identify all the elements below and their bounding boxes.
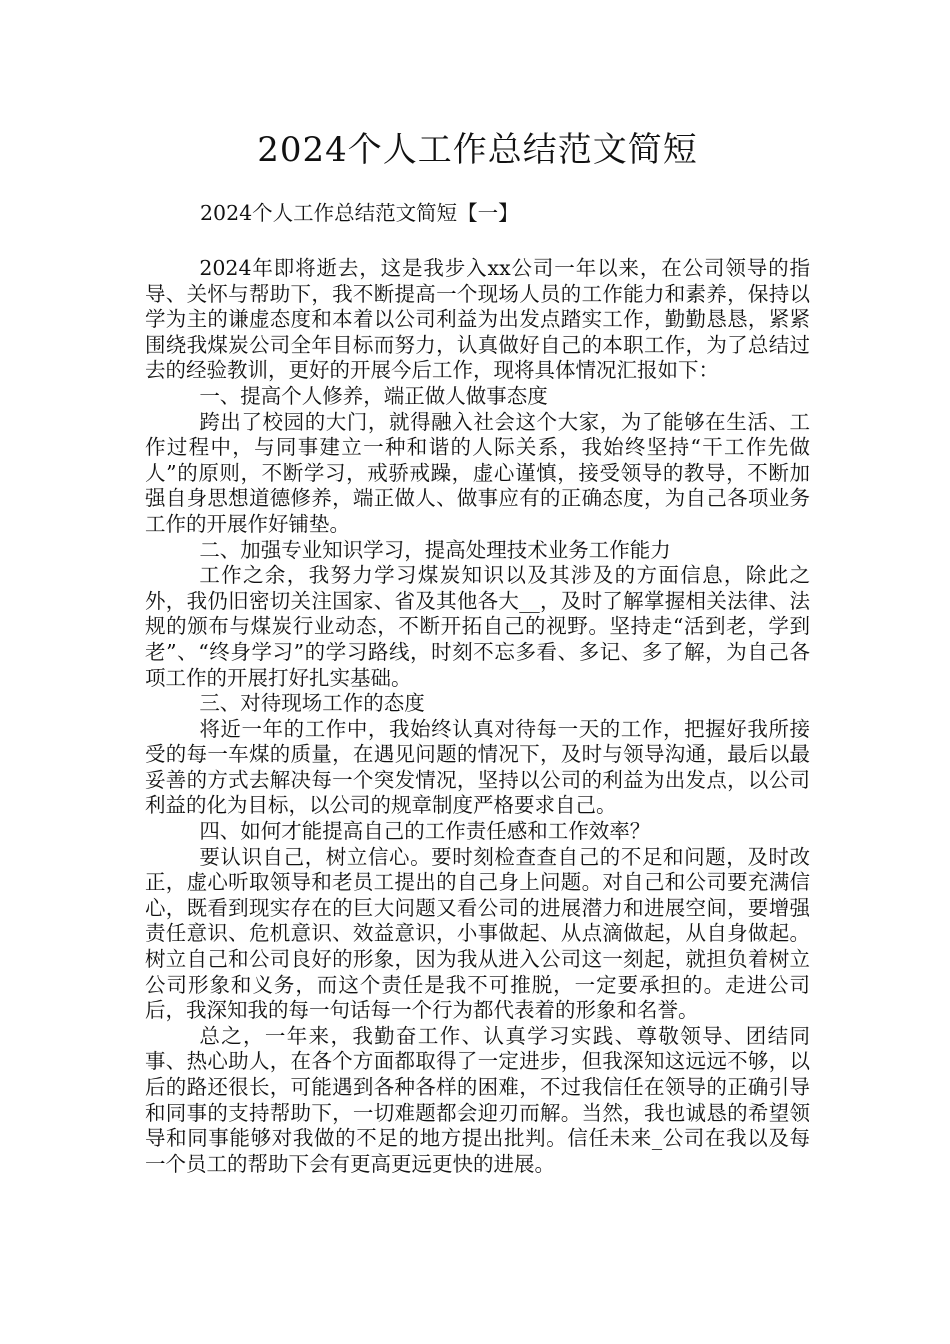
section-heading-2: 二、加强专业知识学习，提高处理技术业务工作能力	[199, 537, 671, 562]
paragraph-section-2: 工作之余，我努力学习煤炭知识以及其涉及的方面信息，除此之外，我仍旧密切关注国家、省及其他各大__，及时了解掌握相关法律、法规的颁布与煤炭行业动态，不断开拓自己的视野。坚持走“活到老，学到老”、“终身学习”的学习路线，时刻不忘多看、多记、多了解，为自己各项工作的开展打好扎实基础。	[145, 563, 810, 690]
paragraph-section-4: 要认识自己，树立信心。要时刻检查查自己的不足和问题，及时改正，虚心听取领导和老员工提出的自己身上问题。对自己和公司要充满信心，既看到现实存在的巨大问题又看公司的进展潜力和进展空间，要增强责任意识、危机意识、效益意识，小事做起、从点滴做起，从自身做起。树立自己和公司良好的形象，因为我从进入公司这一刻起，就担负着树立公司形象和义务，而这个责任是我不可推脱，一定要承担的。走进公司后，我深知我的每一句话每一个行为都代表着的形象和名誉。	[145, 844, 810, 1023]
paragraph-intro: 2024年即将逝去，这是我步入xx公司一年以来，在公司领导的指导、关怀与帮助下，我不断提高一个现场人员的工作能力和素养，保持以学为主的谦虚态度和本着以公司利益为出发点踏实工作，勤勤恳恳，紧紧围绕我煤炭公司全年目标而努力，认真做好自己的本职工作，为了总结过去的经验教训，更好的开展今后工作，现将具体情况汇报如下：	[145, 256, 810, 383]
document-title: 2024个人工作总结范文简短	[257, 130, 698, 170]
paragraph-conclusion: 总之，一年来，我勤奋工作、认真学习实践、尊敬领导、团结同事、热心助人，在各个方面都取得了一定进步，但我深知这远远不够，以后的路还很长，可能遇到各种各样的困难，不过我信任在领导的正确引导和同事的支持帮助下，一切难题都会迎刃而解。当然，我也诚恳的希望领导和同事能够对我做的不足的地方提出批判。信任未来_公司在我以及每一个员工的帮助下会有更高更远更快的进展。	[145, 1023, 810, 1176]
document-subtitle: 2024个人工作总结范文简短【一】	[200, 201, 519, 225]
section-heading-1: 一、提高个人修养，端正做人做事态度	[199, 383, 548, 408]
section-heading-4: 四、如何才能提高自己的工作责任感和工作效率？	[199, 819, 651, 844]
section-heading-3: 三、对待现场工作的态度	[199, 691, 425, 716]
paragraph-section-3: 将近一年的工作中，我始终认真对待每一天的工作，把握好我所接受的每一车煤的质量，在遇见问题的情况下，及时与领导沟通，最后以最妥善的方式去解决每一个突发情况，坚持以公司的利益为出发点，以公司利益的化为目标，以公司的规章制度严格要求自己。	[145, 716, 810, 818]
document-page	[145, 0, 810, 1177]
paragraph-section-1: 跨出了校园的大门，就得融入社会这个大家，为了能够在生活、工作过程中，与同事建立一种和谐的人际关系，我始终坚持“干工作先做人”的原则，不断学习，戒骄戒躁，虚心谨慎，接受领导的教导，不断加强自身思想道德修养，端正做人、做事应有的正确态度，为自己各项业务工作的开展作好铺垫。	[145, 409, 810, 536]
document-body	[145, 256, 810, 1177]
